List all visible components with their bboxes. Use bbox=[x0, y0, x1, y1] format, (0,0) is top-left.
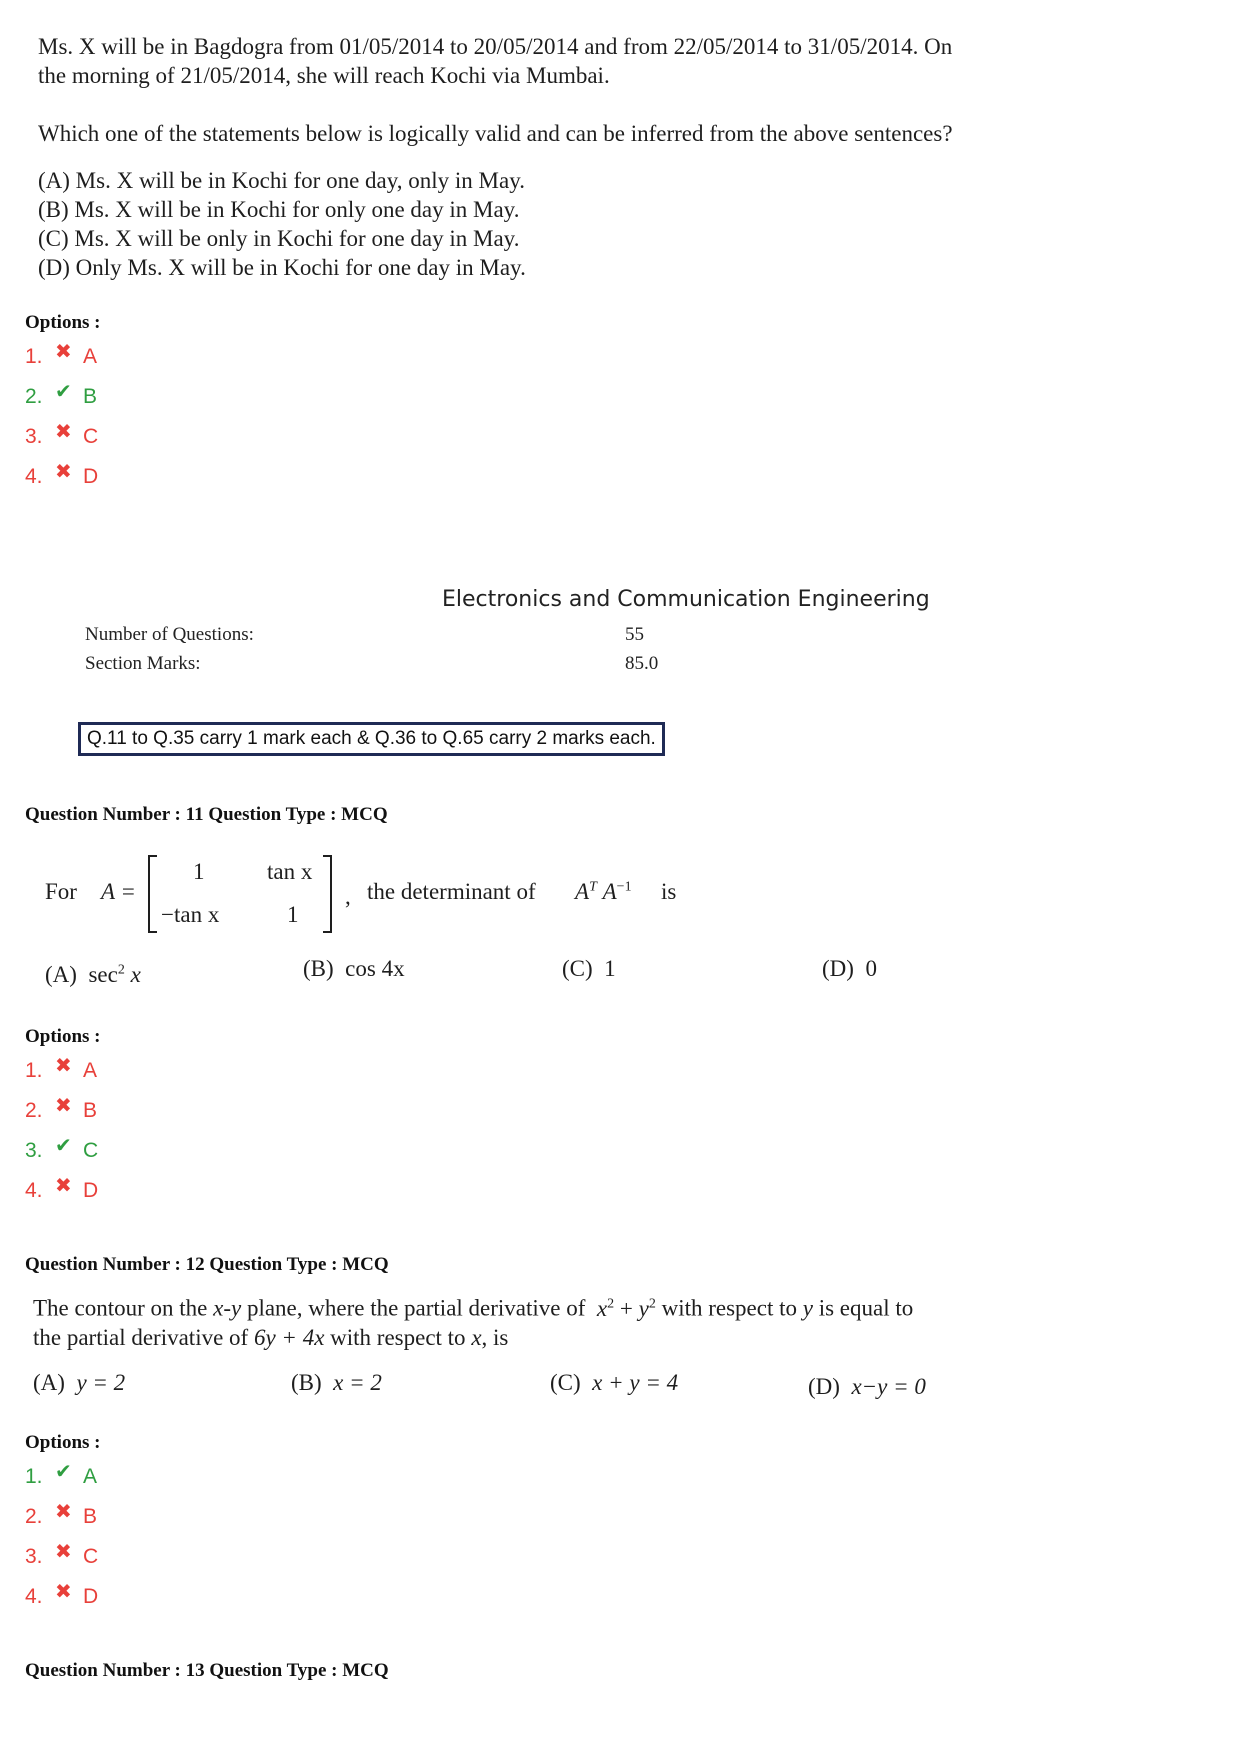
q12-statement bbox=[33, 1289, 1183, 1352]
text: x-y bbox=[213, 1295, 242, 1321]
q12-options bbox=[25, 1462, 98, 1612]
q10-text-line2: the morning of 21/05/2014, she will reach Kochi via Mumbai. bbox=[38, 63, 610, 88]
cross-icon: ✖ bbox=[55, 420, 72, 443]
q10-option-4 bbox=[25, 462, 98, 492]
q10-text bbox=[38, 32, 952, 90]
choice-value: 0 bbox=[865, 956, 877, 981]
q12-option-1 bbox=[25, 1462, 98, 1492]
option-number: 3. bbox=[25, 1139, 43, 1162]
option-label: D bbox=[83, 1585, 99, 1608]
q11-choice-d bbox=[822, 956, 877, 982]
cross-icon: ✖ bbox=[55, 1540, 72, 1563]
det-a: A bbox=[575, 879, 590, 904]
q12-choice-c bbox=[550, 1370, 678, 1396]
section-title: Electronics and Communication Engineering bbox=[442, 587, 930, 612]
q12-expr: $x^2 + y^2$ bbox=[591, 1295, 656, 1321]
q12-choice-d bbox=[808, 1374, 926, 1400]
q11-for: For bbox=[45, 879, 77, 904]
option-label: C bbox=[83, 1545, 99, 1568]
text: is equal to bbox=[818, 1295, 914, 1321]
q11-a-eq: A = bbox=[101, 879, 136, 904]
text: with respect to bbox=[330, 1324, 466, 1350]
q10-option-1 bbox=[25, 342, 98, 372]
option-number: 4. bbox=[25, 1179, 43, 1202]
choice-label: (C) bbox=[562, 956, 593, 981]
q11-options-heading: Options : bbox=[25, 1026, 101, 1047]
option-number: 3. bbox=[25, 1545, 43, 1568]
q10-choice-b: (B) Ms. X will be in Kochi for only one day in May. bbox=[38, 197, 520, 222]
marks-notice: Q.11 to Q.35 carry 1 mark each & Q.36 to Q.65 carry 2 marks each. bbox=[78, 722, 665, 756]
q10-choice-a: (A) Ms. X will be in Kochi for one day, only in May. bbox=[38, 168, 525, 193]
cross-icon: ✖ bbox=[55, 1580, 72, 1603]
text: y bbox=[802, 1295, 813, 1321]
q11-option-1 bbox=[25, 1056, 98, 1086]
q10-options bbox=[25, 342, 98, 492]
text: the partial derivative of bbox=[33, 1324, 249, 1350]
section-marks-value: 85.0 bbox=[625, 653, 659, 674]
q11-is: is bbox=[661, 879, 677, 904]
option-label: D bbox=[83, 1179, 99, 1202]
choice-value: x + y = 4 bbox=[592, 1370, 679, 1395]
text: plane, where the partial derivative of bbox=[246, 1295, 586, 1321]
choice-label: (A) bbox=[33, 1370, 65, 1395]
q11-options bbox=[25, 1056, 98, 1206]
section-marks-label: Section Marks: bbox=[85, 653, 201, 674]
option-number: 2. bbox=[25, 1505, 43, 1528]
choice-label: (D) bbox=[808, 1374, 840, 1399]
option-number: 1. bbox=[25, 345, 43, 368]
cross-icon: ✖ bbox=[55, 1500, 72, 1523]
q12-option-2 bbox=[25, 1502, 98, 1532]
q10-choices bbox=[38, 166, 526, 282]
matrix-cell-22: 1 bbox=[287, 902, 299, 927]
q11-option-3 bbox=[25, 1136, 98, 1166]
q12-line2 bbox=[33, 1323, 1183, 1352]
q10-text-line1: Ms. X will be in Bagdogra from 01/05/2014 to 20/05/2014 and from 22/05/2014 to 31/05/2014. On bbox=[38, 34, 953, 59]
cross-icon: ✖ bbox=[55, 460, 72, 483]
q10-choice-c: (C) Ms. X will be only in Kochi for one day in May. bbox=[38, 226, 520, 251]
choice-label: (C) bbox=[550, 1370, 581, 1395]
text: The contour on the bbox=[33, 1295, 208, 1321]
check-icon: ✔ bbox=[55, 1460, 72, 1483]
q12-choice-b bbox=[291, 1370, 382, 1396]
choice-value: x−y = 0 bbox=[851, 1374, 926, 1399]
q11-header: Question Number : 11 Question Type : MCQ bbox=[25, 804, 388, 825]
option-label: B bbox=[83, 1099, 98, 1122]
q12-header: Question Number : 12 Question Type : MCQ bbox=[25, 1254, 389, 1275]
choice-value: sec bbox=[88, 962, 118, 987]
q12-line1 bbox=[33, 1289, 1183, 1323]
check-icon: ✔ bbox=[55, 1134, 72, 1157]
option-number: 2. bbox=[25, 1099, 43, 1122]
choice-label: (A) bbox=[45, 962, 77, 987]
q11-det-text: the determinant of bbox=[367, 879, 536, 904]
check-icon: ✔ bbox=[55, 380, 72, 403]
option-label: B bbox=[83, 385, 98, 408]
option-label: A bbox=[83, 345, 98, 368]
q11-choice-b bbox=[303, 956, 405, 982]
option-number: 1. bbox=[25, 1059, 43, 1082]
option-number: 4. bbox=[25, 1585, 43, 1608]
option-label: B bbox=[83, 1505, 98, 1528]
det-a-inv: A bbox=[602, 879, 617, 904]
cross-icon: ✖ bbox=[55, 1054, 72, 1077]
cross-icon: ✖ bbox=[55, 1174, 72, 1197]
q11-option-4 bbox=[25, 1176, 98, 1206]
q10-option-3 bbox=[25, 422, 98, 452]
q11-det-expr: $A^T$ $A^{-1}$ bbox=[575, 879, 632, 904]
q13-header: Question Number : 13 Question Type : MCQ bbox=[25, 1660, 389, 1681]
choice-label: (B) bbox=[303, 956, 334, 981]
q11-choice-a: (A) $\sec^2 x$ bbox=[45, 962, 141, 987]
text: , is bbox=[481, 1324, 509, 1350]
option-label: D bbox=[83, 465, 99, 488]
q12-choice-a bbox=[33, 1370, 125, 1396]
cross-icon: ✖ bbox=[55, 340, 72, 363]
questions-count-value: 55 bbox=[625, 624, 644, 645]
text: with respect to bbox=[661, 1295, 797, 1321]
q11-option-2 bbox=[25, 1096, 98, 1126]
option-number: 3. bbox=[25, 425, 43, 448]
cross-icon: ✖ bbox=[55, 1094, 72, 1117]
q11-comma: , bbox=[345, 884, 351, 909]
choice-value: cos 4x bbox=[345, 956, 405, 981]
q12-options-heading: Options : bbox=[25, 1432, 101, 1453]
matrix-cell-21: −tan x bbox=[161, 902, 220, 927]
q12-option-3 bbox=[25, 1542, 98, 1572]
matrix-cell-11: 1 bbox=[193, 859, 205, 884]
option-label: A bbox=[83, 1465, 98, 1488]
choice-label: (D) bbox=[822, 956, 854, 981]
choice-value: 1 bbox=[604, 956, 616, 981]
q11-statement bbox=[45, 852, 745, 932]
text: 6y + 4x bbox=[253, 1324, 325, 1350]
choice-value: x = 2 bbox=[333, 1370, 382, 1395]
choice-value: y = 2 bbox=[76, 1370, 126, 1395]
option-number: 1. bbox=[25, 1465, 43, 1488]
matrix-cell-12: tan x bbox=[267, 859, 313, 884]
choice-label: (B) bbox=[291, 1370, 322, 1395]
q12-option-4 bbox=[25, 1582, 98, 1612]
q10-choice-d: (D) Only Ms. X will be in Kochi for one day in May. bbox=[38, 255, 526, 280]
option-number: 2. bbox=[25, 385, 43, 408]
option-number: 4. bbox=[25, 465, 43, 488]
q10-option-2 bbox=[25, 382, 98, 412]
text: x bbox=[471, 1324, 482, 1350]
option-label: C bbox=[83, 425, 99, 448]
option-label: A bbox=[83, 1059, 98, 1082]
questions-count-label: Number of Questions: bbox=[85, 624, 254, 645]
q10-prompt: Which one of the statements below is logically valid and can be inferred from the above sentences? bbox=[38, 121, 953, 146]
option-label: C bbox=[83, 1139, 99, 1162]
q10-options-heading: Options : bbox=[25, 312, 101, 333]
q11-choice-c bbox=[562, 956, 616, 982]
